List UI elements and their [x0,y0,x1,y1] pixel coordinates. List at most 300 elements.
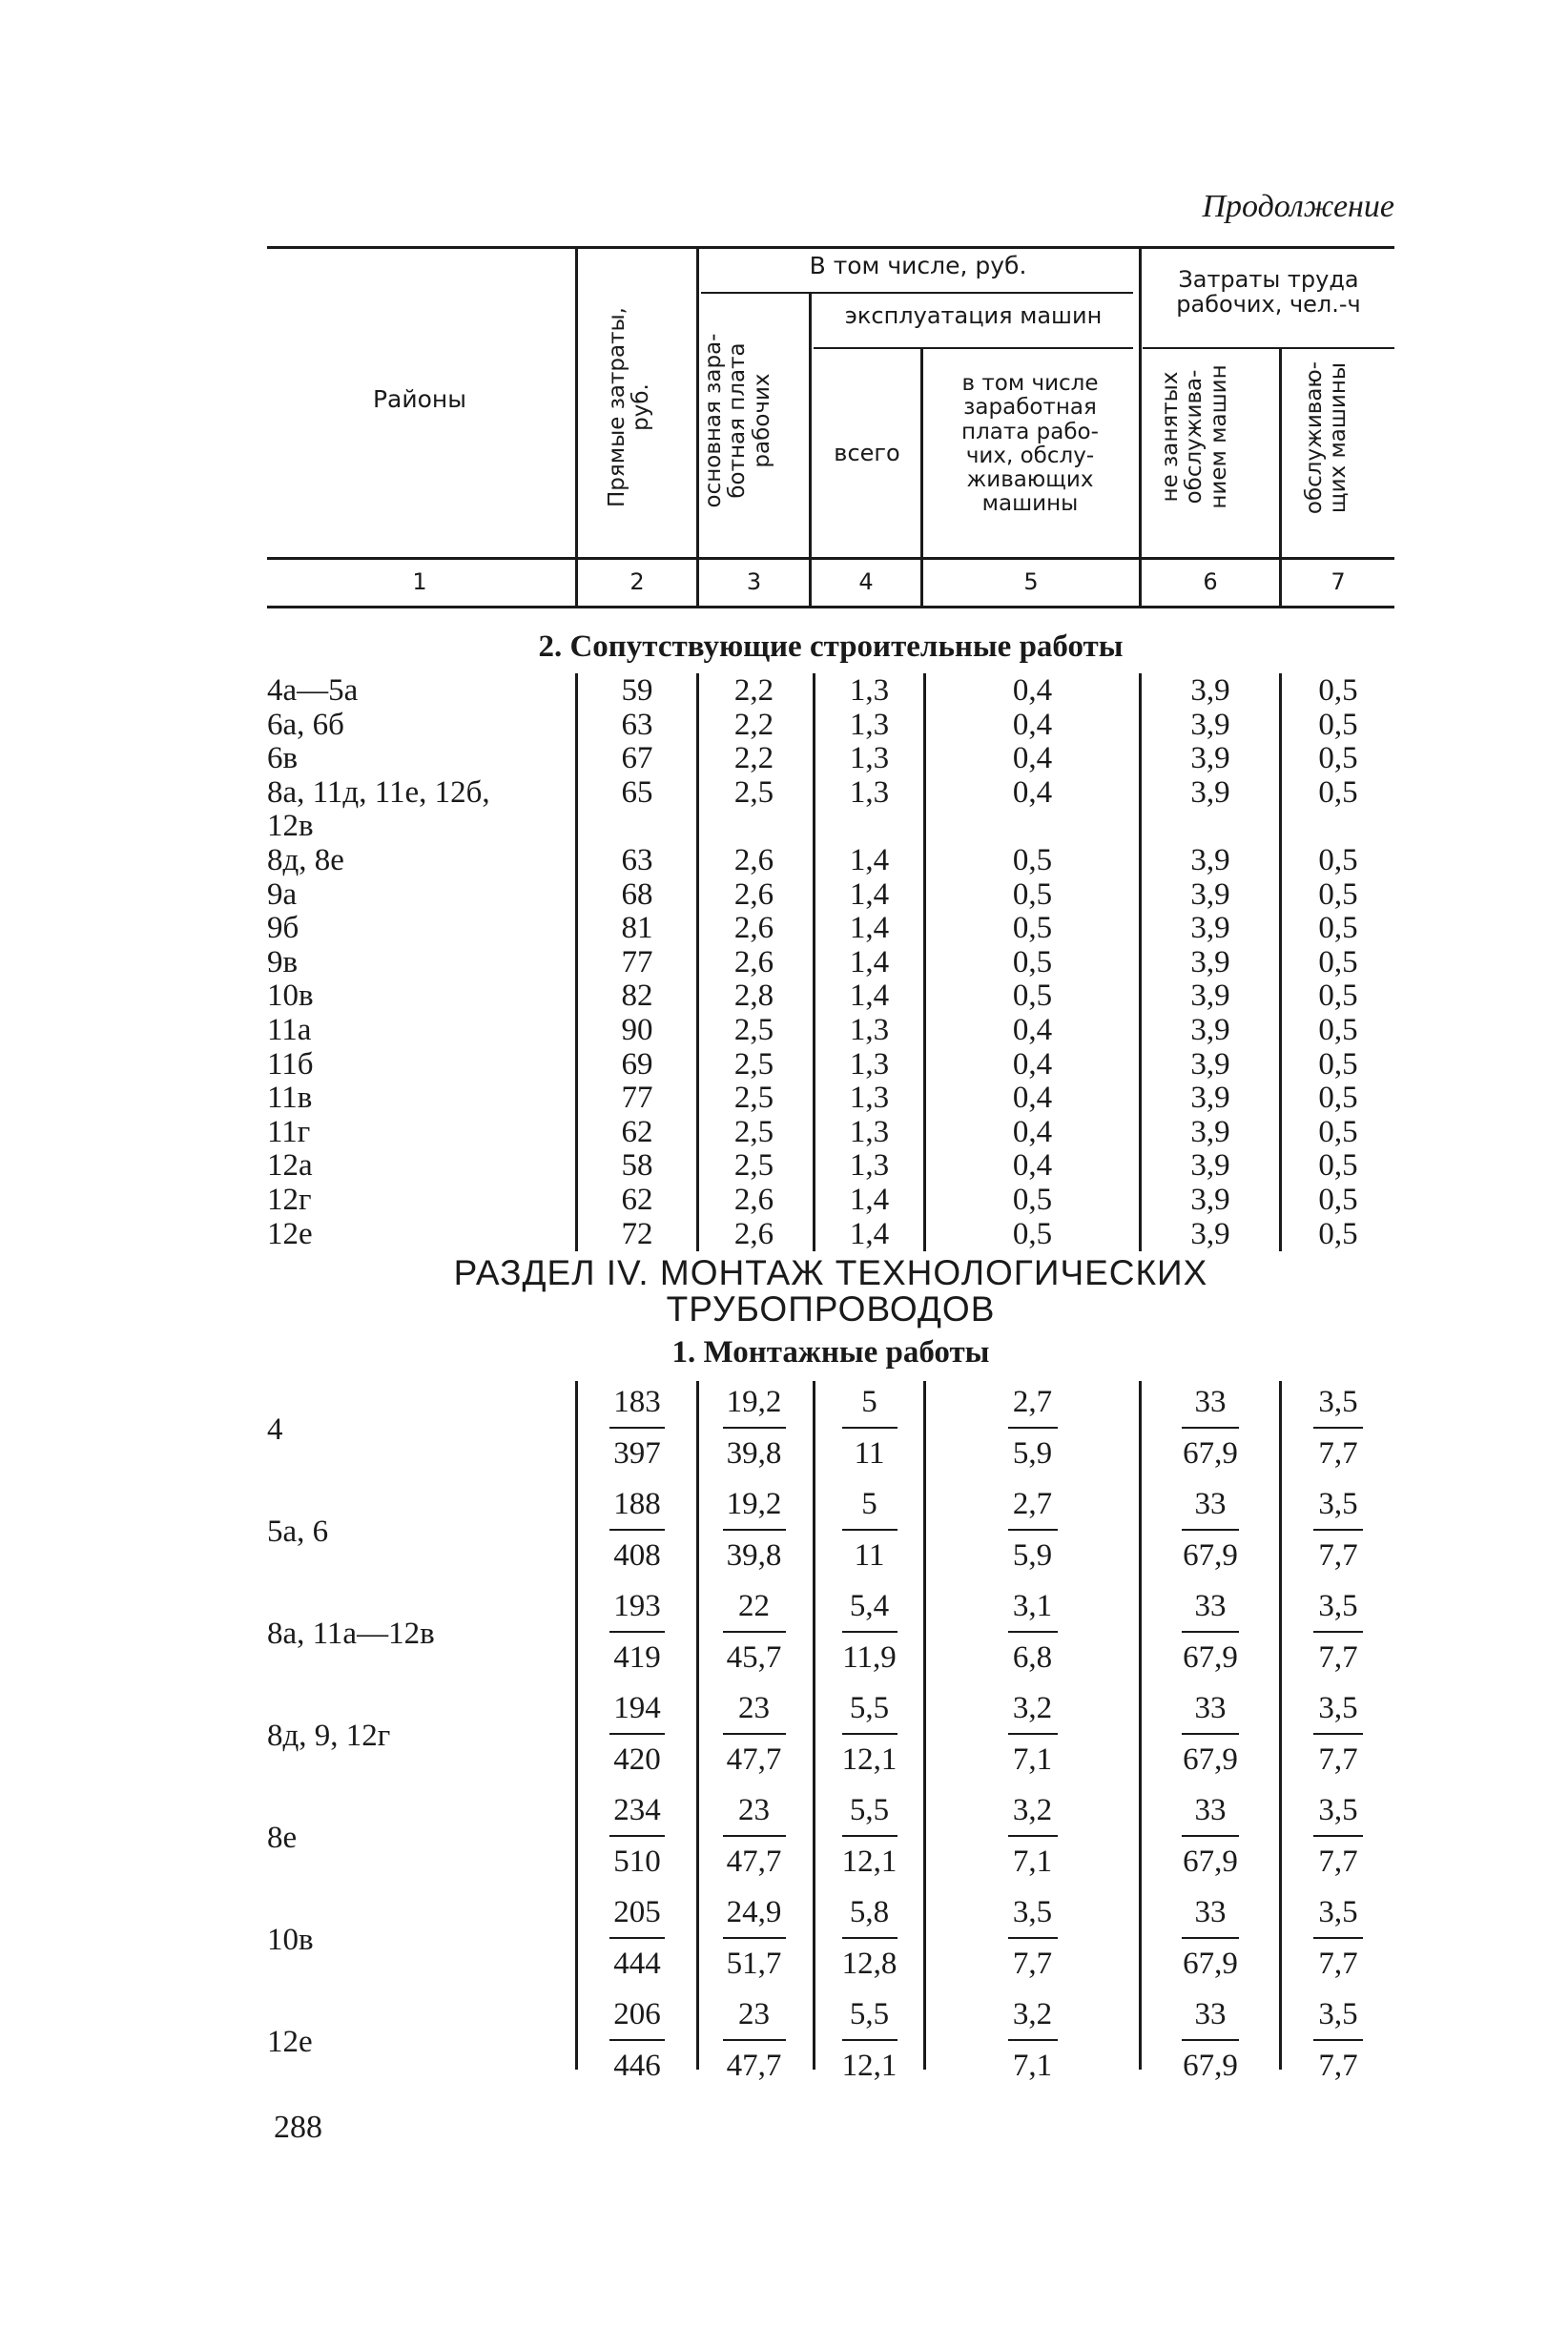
table-row-label: 12а [267,1148,313,1183]
table-cell: 1,4 [849,843,890,877]
colnum-bottom-rule [267,606,1394,608]
fraction-cell [1142,1789,1279,1883]
fraction-bar [609,1937,665,1939]
table-cell: 77 [621,945,653,979]
colnum-7: 7 [1331,568,1346,595]
table-cell: 1,4 [849,945,890,979]
fraction-bar [1313,1937,1363,1939]
fraction-cell [815,1993,923,2087]
table-cell: 1,3 [849,1047,890,1082]
fraction-cell [699,1891,809,1985]
fraction-denominator: 67,9 [1183,1845,1238,1879]
fraction-bar [1313,2039,1363,2041]
fraction-numerator: 234 [613,1793,661,1827]
table-cell: 62 [621,1115,653,1149]
fraction-denominator: 446 [613,2049,661,2083]
fraction-numerator: 19,2 [726,1487,782,1521]
table-cell: 1,3 [849,708,890,742]
fraction-denominator: 7,1 [1012,1845,1053,1879]
table-cell: 1,3 [849,775,890,810]
table-cell: 1,3 [849,741,890,775]
header-servicing: обслуживаю-щих машины [1302,361,1351,515]
table-cell: 2,6 [733,945,774,979]
fraction-bar [1008,1631,1058,1633]
table-cell: 2,6 [733,911,774,945]
table-cell: 63 [621,708,653,742]
table-row-label: 10в [267,979,314,1013]
fraction-denominator: 12,8 [841,1947,897,1981]
fraction-bar [1008,1937,1058,1939]
table-cell: 2,6 [733,1217,774,1251]
table-row-label: 12в [267,809,314,843]
part-4-title-line-2: ТРУБОПРОВОДОВ [666,1289,996,1329]
table-row-label: 8е [267,1821,298,1855]
table-cell: 0,5 [1318,741,1358,775]
fraction-numerator: 2,7 [1012,1487,1053,1521]
table-row-label: 12е [267,2025,313,2059]
table-cell: 63 [621,843,653,877]
table-cell: 0,5 [1012,1183,1053,1217]
table-cell: 90 [621,1013,653,1047]
table-cell: 3,9 [1190,708,1230,742]
fraction-bar [1008,1835,1058,1837]
table-cell: 0,5 [1012,1217,1053,1251]
colnum-3: 3 [746,568,762,595]
table-row-label: 6в [267,741,299,775]
table-cell: 2,5 [733,1081,774,1115]
fraction-numerator: 33 [1194,1997,1227,2031]
fraction-bar [609,2039,665,2041]
fraction-denominator: 67,9 [1183,1640,1238,1675]
fraction-numerator: 2,7 [1012,1385,1053,1419]
table-cell: 0,4 [1012,708,1053,742]
table-cell: 2,5 [733,775,774,810]
fraction-denominator: 7,7 [1318,1845,1358,1879]
fraction-numerator: 24,9 [726,1895,782,1929]
table-cell: 0,5 [1318,1217,1358,1251]
table-cell: 3,9 [1190,1115,1230,1149]
table-cell: 0,5 [1012,877,1053,912]
header-total: всего [834,440,900,466]
fraction-cell [1142,1381,1279,1474]
table-cell: 3,9 [1190,945,1230,979]
table-cell: 2,5 [733,1115,774,1149]
fraction-bar [723,1631,786,1633]
table-cell: 3,9 [1190,877,1230,912]
fraction-denominator: 6,8 [1012,1640,1053,1675]
fraction-numerator: 5,4 [849,1589,890,1623]
fraction-numerator: 5 [861,1487,877,1521]
fraction-cell [578,1483,696,1577]
fraction-denominator: 67,9 [1183,1947,1238,1981]
fraction-cell [699,1483,809,1577]
fraction-numerator: 3,2 [1012,1997,1053,2031]
header-incl-wage: в том числе заработная плата рабо-чих, обслу-живающих машины [961,371,1099,517]
fraction-cell [815,1381,923,1474]
table-cell: 82 [621,979,653,1013]
fraction-denominator: 47,7 [726,1742,782,1777]
table-cell: 0,4 [1012,775,1053,810]
fraction-denominator: 510 [613,1845,661,1879]
fraction-bar [723,2039,786,2041]
table-cell: 1,4 [849,1217,890,1251]
fraction-cell [926,1585,1139,1679]
table-cell: 3,9 [1190,1081,1230,1115]
table-cell: 0,5 [1318,1115,1358,1149]
fraction-denominator: 45,7 [726,1640,782,1675]
fraction-denominator: 39,8 [726,1436,782,1471]
fraction-cell [1142,1891,1279,1985]
table-row-label: 9в [267,945,299,979]
fraction-cell [815,1483,923,1577]
fraction-bar [609,1427,665,1429]
fraction-numerator: 33 [1194,1691,1227,1725]
header-not-servicing: не занятых обслужива-нием машин [1158,364,1231,509]
fraction-denominator: 7,7 [1318,1640,1358,1675]
table-cell: 3,9 [1190,1047,1230,1082]
table-cell: 1,3 [849,1081,890,1115]
table-cell: 67 [621,741,653,775]
fraction-bar [842,1529,897,1531]
header-direct-costs: Прямые затраты, руб. [605,307,654,507]
fraction-numerator: 33 [1194,1589,1227,1623]
fraction-cell [1142,1687,1279,1781]
fraction-cell [699,1585,809,1679]
table-cell: 0,4 [1012,1013,1053,1047]
colnum-4: 4 [858,568,874,595]
fraction-bar [842,1427,897,1429]
header-regions: Районы [372,385,467,413]
fraction-denominator: 5,9 [1012,1436,1053,1471]
fraction-denominator: 47,7 [726,1845,782,1879]
fraction-numerator: 5,8 [849,1895,890,1929]
colnum-5: 5 [1023,568,1039,595]
fraction-bar [1313,1529,1363,1531]
fraction-bar [842,1733,897,1735]
header-labor: Затраты труда рабочих, чел.-ч [1176,266,1361,319]
table-cell: 1,3 [849,1013,890,1047]
header-including-rule [701,292,1133,294]
table-row-label: 11в [267,1081,313,1115]
table-row-label: 8а, 11а—12в [267,1617,435,1651]
fraction-denominator: 420 [613,1742,661,1777]
fraction-denominator: 12,1 [841,1742,897,1777]
fraction-numerator: 188 [613,1487,661,1521]
fraction-numerator: 5,5 [849,1691,890,1725]
fraction-bar [1008,1733,1058,1735]
fraction-bar [609,1529,665,1531]
fraction-cell [926,1993,1139,2087]
table-cell: 3,9 [1190,1217,1230,1251]
header-vline-6 [1279,347,1282,606]
fraction-numerator: 3,5 [1318,1793,1358,1827]
fraction-numerator: 3,1 [1012,1589,1053,1623]
fraction-bar [609,1733,665,1735]
fraction-numerator: 23 [738,1997,770,2031]
table-cell: 3,9 [1190,741,1230,775]
table-row-label: 11б [267,1047,314,1082]
fraction-numerator: 3,2 [1012,1793,1053,1827]
fraction-cell [1282,1789,1394,1883]
table-cell: 0,5 [1318,1081,1358,1115]
fraction-bar [1008,1529,1058,1531]
table-cell: 0,5 [1318,775,1358,810]
table-row-label: 4 [267,1412,283,1447]
header-vline-1 [575,246,578,606]
fraction-numerator: 5,5 [849,1793,890,1827]
table-cell: 1,4 [849,979,890,1013]
fraction-numerator: 33 [1194,1385,1227,1419]
table-cell: 3,9 [1190,775,1230,810]
fraction-denominator: 67,9 [1183,1538,1238,1573]
fraction-bar [723,1529,786,1531]
header-vline-4 [920,347,923,606]
table-cell: 0,5 [1012,911,1053,945]
fraction-numerator: 5,5 [849,1997,890,2031]
table-cell: 58 [621,1148,653,1183]
table-cell: 0,5 [1318,1183,1358,1217]
fraction-numerator: 33 [1194,1895,1227,1929]
fraction-numerator: 19,2 [726,1385,782,1419]
fraction-numerator: 205 [613,1895,661,1929]
fraction-numerator: 5 [861,1385,877,1419]
fraction-bar [1313,1733,1363,1735]
table-cell: 0,5 [1012,945,1053,979]
header-top-rule [267,246,1394,249]
fraction-cell [578,1789,696,1883]
table-cell: 2,2 [733,708,774,742]
fraction-denominator: 7,1 [1012,2049,1053,2083]
fraction-cell [699,1381,809,1474]
table-row-label: 9б [267,911,299,945]
table-row-label: 11а [267,1013,312,1047]
fraction-cell [578,1585,696,1679]
fraction-cell [578,1687,696,1781]
fraction-cell [926,1891,1139,1985]
fraction-denominator: 39,8 [726,1538,782,1573]
fraction-bar [1008,2039,1058,2041]
fraction-bar [723,1733,786,1735]
fraction-denominator: 12,1 [841,2049,897,2083]
part-4-title-line-1: РАЗДЕЛ IV. МОНТАЖ ТЕХНОЛОГИЧЕСКИХ [453,1253,1208,1292]
table-cell: 0,4 [1012,673,1053,708]
fraction-bar [723,1937,786,1939]
fraction-numerator: 3,5 [1318,1487,1358,1521]
fraction-numerator: 3,2 [1012,1691,1053,1725]
table-cell: 1,4 [849,911,890,945]
table-row-label: 8д, 9, 12г [267,1719,391,1753]
fraction-numerator: 23 [738,1691,770,1725]
table-cell: 0,4 [1012,1148,1053,1183]
fraction-denominator: 51,7 [726,1947,782,1981]
fraction-denominator: 7,7 [1318,1947,1358,1981]
colnum-2: 2 [629,568,645,595]
table-cell: 0,5 [1012,979,1053,1013]
fraction-bar [609,1835,665,1837]
table-cell: 2,5 [733,1013,774,1047]
fraction-cell [1282,1381,1394,1474]
fraction-denominator: 444 [613,1947,661,1981]
table-cell: 0,5 [1318,673,1358,708]
table-row-label: 10в [267,1923,314,1957]
page-number: 288 [274,2110,322,2145]
table-row-label: 12е [267,1217,313,1251]
fraction-cell [926,1483,1139,1577]
fraction-cell [699,1687,809,1781]
table-cell: 2,2 [733,741,774,775]
table-cell: 3,9 [1190,1148,1230,1183]
fraction-bar [842,2039,897,2041]
fraction-numerator: 183 [613,1385,661,1419]
table-row-label: 12г [267,1183,312,1217]
fraction-numerator: 3,5 [1318,1691,1358,1725]
fraction-denominator: 12,1 [841,1845,897,1879]
fraction-denominator: 11 [854,1538,885,1573]
table-cell: 65 [621,775,653,810]
fraction-bar [1182,1427,1239,1429]
table-row-label: 11г [267,1115,311,1149]
fraction-bar [1182,1835,1239,1837]
table-cell: 1,3 [849,673,890,708]
fraction-cell [1282,1687,1394,1781]
table-cell: 2,6 [733,1183,774,1217]
fraction-bar [1182,2039,1239,2041]
fraction-cell [699,1993,809,2087]
fraction-denominator: 47,7 [726,2049,782,2083]
header-base-wage: основная зара-ботная плата рабочих [701,333,774,508]
fraction-cell [1282,1993,1394,2087]
fraction-cell [926,1789,1139,1883]
table-cell: 0,5 [1318,945,1358,979]
table-cell: 0,5 [1318,1013,1358,1047]
fraction-bar [842,1937,897,1939]
fraction-cell [1282,1483,1394,1577]
table-cell: 3,9 [1190,911,1230,945]
table-cell: 2,6 [733,877,774,912]
fraction-denominator: 11 [854,1436,885,1471]
fraction-numerator: 3,5 [1318,1997,1358,2031]
table-row-label: 8д, 8е [267,843,344,877]
fraction-bar [1313,1427,1363,1429]
table-cell: 69 [621,1047,653,1082]
fraction-denominator: 7,7 [1318,2049,1358,2083]
fraction-denominator: 397 [613,1436,661,1471]
fraction-cell [578,1891,696,1985]
fraction-cell [815,1585,923,1679]
table-cell: 0,4 [1012,1047,1053,1082]
fraction-bar [1313,1835,1363,1837]
table-row-label: 9а [267,877,298,912]
header-vline-3 [809,292,812,606]
table-cell: 2,2 [733,673,774,708]
colnum-1: 1 [412,568,427,595]
table-cell: 2,5 [733,1047,774,1082]
table-cell: 1,4 [849,877,890,912]
fraction-numerator: 33 [1194,1793,1227,1827]
fraction-denominator: 67,9 [1183,2049,1238,2083]
fraction-cell [1282,1891,1394,1985]
fraction-bar [1313,1631,1363,1633]
header-vline-2 [696,246,699,606]
table-cell: 3,9 [1190,1013,1230,1047]
continuation-label: Продолжение [1202,189,1394,224]
fraction-bar [1008,1427,1058,1429]
fraction-cell [926,1381,1139,1474]
table-cell: 59 [621,673,653,708]
fraction-bar [1182,1733,1239,1735]
table-cell: 0,5 [1318,911,1358,945]
table-cell: 3,9 [1190,979,1230,1013]
table-row-label: 8а, 11д, 11е, 12б, [267,775,490,810]
fraction-denominator: 419 [613,1640,661,1675]
table-cell: 0,5 [1318,1047,1358,1082]
table-cell: 0,5 [1318,1148,1358,1183]
table-cell: 62 [621,1183,653,1217]
fraction-cell [815,1789,923,1883]
fraction-bar [723,1427,786,1429]
header-including: В том числе, руб. [809,252,1027,279]
fraction-denominator: 5,9 [1012,1538,1053,1573]
table-row-label: 5а, 6 [267,1515,329,1549]
table-cell: 0,5 [1318,979,1358,1013]
header-machine-operation: эксплуатация машин [844,302,1103,329]
header-machine-rule [814,347,1133,349]
table-cell: 0,5 [1012,843,1053,877]
fraction-bar [1182,1937,1239,1939]
table-cell: 1,3 [849,1115,890,1149]
fraction-cell [1282,1585,1394,1679]
fraction-cell [1142,1993,1279,2087]
header-bottom-rule [267,557,1394,560]
fraction-cell [926,1687,1139,1781]
fraction-cell [578,1993,696,2087]
fraction-cell [1142,1585,1279,1679]
fraction-numerator: 3,5 [1012,1895,1053,1929]
fraction-denominator: 7,7 [1012,1947,1053,1981]
fraction-numerator: 22 [738,1589,770,1623]
fraction-numerator: 3,5 [1318,1895,1358,1929]
table-row-label: 4а—5а [267,673,359,708]
part-4-subtitle: 1. Монтажные работы [671,1335,990,1370]
header-vline-5 [1139,246,1142,606]
table-cell: 68 [621,877,653,912]
fraction-denominator: 7,7 [1318,1742,1358,1777]
fraction-numerator: 23 [738,1793,770,1827]
section-2-title: 2. Сопутствующие строительные работы [538,629,1124,664]
table-cell: 3,9 [1190,1183,1230,1217]
fraction-bar [1182,1529,1239,1531]
fraction-cell [699,1789,809,1883]
table-cell: 77 [621,1081,653,1115]
fraction-denominator: 11,9 [842,1640,897,1675]
table-cell: 1,4 [849,1183,890,1217]
fraction-cell [815,1891,923,1985]
table-cell: 3,9 [1190,843,1230,877]
table-cell: 2,5 [733,1148,774,1183]
fraction-denominator: 7,7 [1318,1538,1358,1573]
table-cell: 72 [621,1217,653,1251]
fraction-bar [842,1631,897,1633]
fraction-bar [723,1835,786,1837]
fraction-bar [1182,1631,1239,1633]
table-cell: 81 [621,911,653,945]
fraction-numerator: 193 [613,1589,661,1623]
fraction-numerator: 206 [613,1997,661,2031]
fraction-denominator: 67,9 [1183,1742,1238,1777]
fraction-bar [842,1835,897,1837]
table-cell: 0,4 [1012,1115,1053,1149]
fraction-denominator: 7,7 [1318,1436,1358,1471]
